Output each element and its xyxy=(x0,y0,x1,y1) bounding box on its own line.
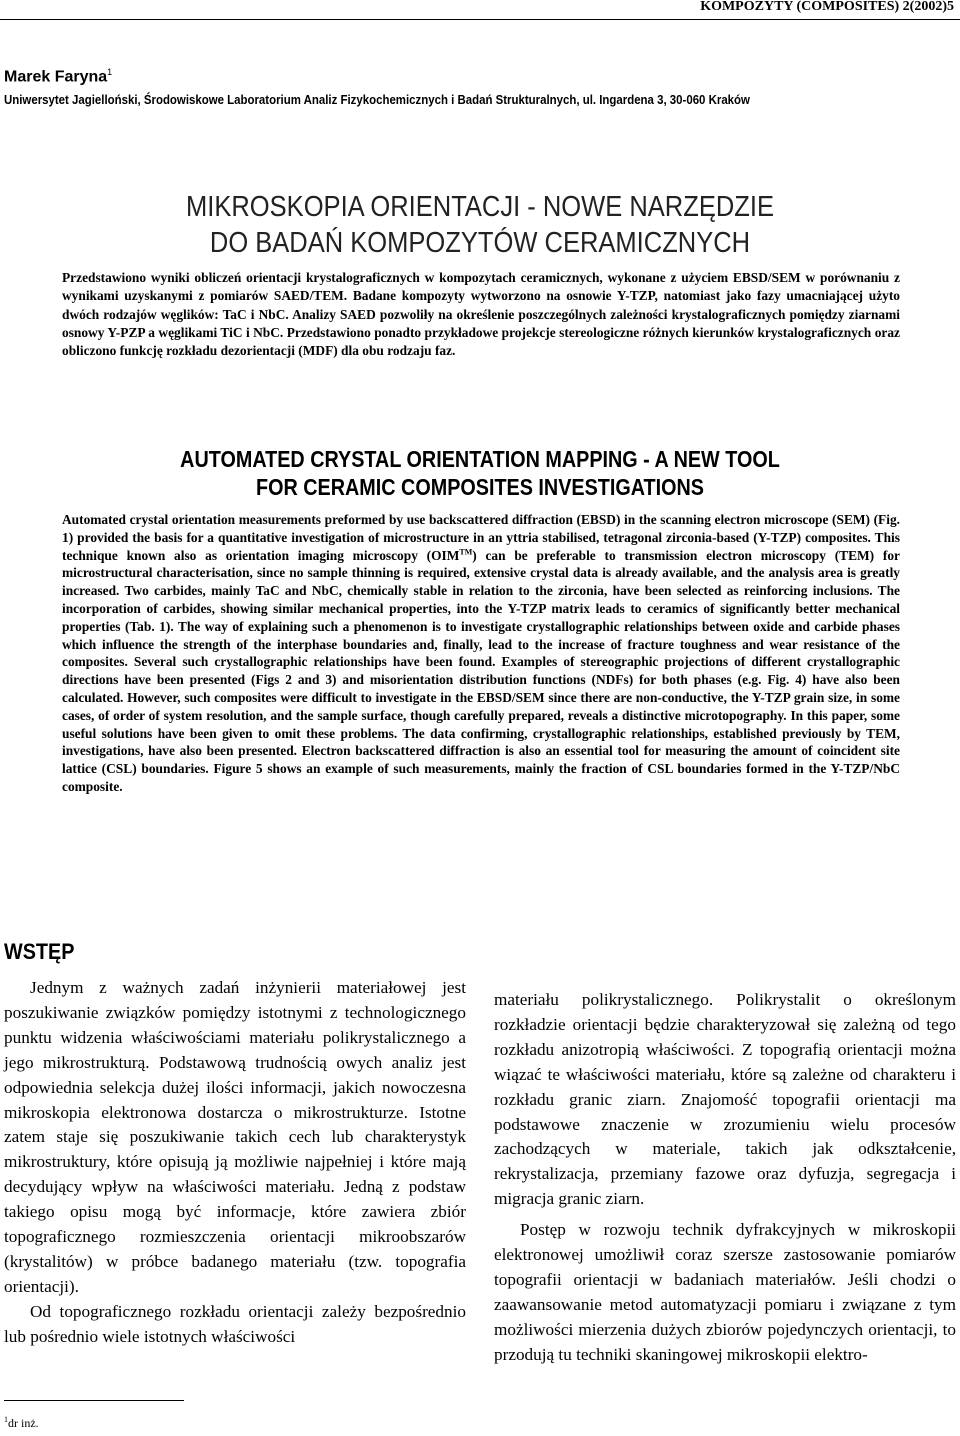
footnote xyxy=(4,1415,39,1431)
running-header: KOMPOZYTY (COMPOSITES) 2(2002)5 xyxy=(0,0,960,20)
footnote-text: dr inż. xyxy=(8,1416,39,1430)
trademark-superscript: TM xyxy=(459,547,473,557)
author-name xyxy=(4,67,112,86)
body-paragraph: Jednym z ważnych zadań inżynierii materiałowej jest poszukiwanie związków pomiędzy istotnymi z technologicznego punktu widzenia właściwościami materiału polikrystalicznego a jego mikrostrukturą. Podstawową trudnością owych analiz jest odpowiednia selekcja dużej ilości informacji, jakich nowoczesna mikroskopia elektronowa dostarcza o mikrostrukturze. Istotne zatem staje się poszukiwanie takich cech lub charakterystyk mikrostruktury, które opisują ją możliwie najpełniej i które mają decydujący wpływ na właściwości materiału. Jedną z podstaw takiego opisu mogą być informacje, które zawiera zbiór topograficznego rozmieszczenia orientacji mikroobszarów (krystalitów) w próbce badanego materiału (tzw. topografia orientacji). xyxy=(4,978,466,1296)
author-name-text: Marek Faryna xyxy=(4,68,108,86)
title-english-line-1: AUTOMATED CRYSTAL ORIENTATION MAPPING - A NEW TOOL xyxy=(180,446,780,472)
title-polish xyxy=(58,189,903,261)
body-paragraph: Od topograficznego rozkładu orientacji zależy bezpośrednio lub pośrednio wiele istotnych właściwości xyxy=(4,1301,466,1346)
title-english-line-2: FOR CERAMIC COMPOSITES INVESTIGATIONS xyxy=(255,474,705,500)
body-column-right xyxy=(494,988,956,1368)
body-paragraph: materiału polikrystalicznego. Polikrystalit o określonym rozkładzie orientacji będzie charakteryzował się zależną od tego rozkładu anizotropią właściwości. Z topografią orientacji można wiązać te właściwości materiału, które są zależne od charakteru i rozkładu granic ziarn. Znajomość topografii orientacji ma podstawowe znaczenie w zrozumieniu wielu procesów zachodzących w materiale, takich jak odkształcenie, rekrystalizacja, przemiany fazowe oraz dyfuzja, segregacja i migracja granic ziarn. xyxy=(494,990,956,1209)
title-polish-line-1: MIKROSKOPIA ORIENTACJI - NOWE NARZĘDZIE xyxy=(186,191,774,223)
section-heading: WSTĘP xyxy=(4,939,75,964)
author-affiliation: Uniwersytet Jagielloński, Środowiskowe Laboratorium Analiz Fizykochemicznych i Badań Strukturalnych, ul. Ingardena 3, 30-060 Kraków xyxy=(4,92,750,107)
abstract-english-part-2: ) can be preferable to transmission electron microscopy (TEM) for microstructural characterisation, since no sample thinning is required, extensive crystal data is already available, and the analysis area is greatly increased. Two carbides, mainly TaC and NbC, chemically stable in relation to the zirconia, have been selected as reinforcing inclusions. The incorporation of carbides, showing similar mechanical properties, into the Y-TZP matrix leads to ceramics of significantly better mechanical properties (Tab. 1). The way of explaining such a phenomenon is to investigate crystallographic relationships between oxide and carbide phases which influence the strength of the interphase boundaries and, finally, lead to the increase of fracture toughness and wear resistance of the composites. Several such crystallographic relationships have been found. Examples of stereographic projections of different crystallographic directions have been presented (Figs 2 and 3) and misorientation distribution functions (NDFs) for both phases (e.g. Fig. 4) have also been calculated. However, such composites were difficult to investigate in the EBSD/SEM since there are non-conductive, the Y-TZP grain size, in some cases, of order of system resolution, and the sample surface, though carefully prepared, reveals a distinctive microtopography. In this paper, some useful solutions have been given to omit these problems. The data confirming, crystallographic relationships, established previously by TEM, investigations, have also been presented. Electron backscattered diffraction is also an essential tool for measuring the amount of coincident site lattice (CSL) boundaries. Figure 5 shows an example of such measurements, mainly the fraction of CSL boundaries formed in the Y-TZP/NbC composite. xyxy=(62,547,900,794)
body-paragraph: Postęp w rozwoju technik dyfrakcyjnych w mikroskopii elektronowej umożliwił coraz szersze zastosowanie pomiarów topografii orientacji w badaniach materiałów. Jeśli chodzi o zaawansowanie metod automatyzacji pomiaru i związane z tym możliwości mierzenia dużych zbiorów pojedynczych orientacji, to przodują tu techniki skaningowej mikroskopii elektro- xyxy=(494,1220,956,1364)
abstract-english-part-1: Automated crystal orientation measurements preformed by use backscattered diffraction (EBSD) in the scanning electron microscope (SEM) (Fig. 1) provided the basis for a quantitative investigation of microstructure in an yttria stabilised, tetragonal zirconia-based (Y-TZP) composites. This technique known also as orientation imaging microscopy (OIM xyxy=(62,512,900,563)
author-footnote-mark: 1 xyxy=(107,67,113,77)
body-column-left xyxy=(4,976,466,1350)
title-polish-line-2: DO BADAŃ KOMPOZYTÓW CERAMICZNYCH xyxy=(209,227,751,259)
footnote-mark: 1 xyxy=(4,1415,8,1424)
title-english xyxy=(67,445,893,501)
abstract-polish: Przedstawiono wyniki obliczeń orientacji krystalograficznych w kompozytach ceramicznych, wykonane z użyciem EBSD/SEM w porównaniu z wynikami uzyskanymi z pomiarów SAED/TEM. Badane kompozyty wytworzono na osnowie Y-TZP, natomiast jako fazy umacniającej użyto dwóch rodzajów węglików: TaC i NbC. Analizy SAED pozwoliły na określenie poszczególnych zależności krystalograficznych pomiędzy ziarnami osnowy Y-PZP a węglikami TiC i NbC. Przedstawiono ponadto przykładowe projekcje stereologiczne różnych kierunków krystalograficznych oraz obliczono funkcję rozkładu dezorientacji (MDF) dla obu rodzaju faz. xyxy=(62,270,900,359)
abstract-english xyxy=(62,511,900,796)
footnote-divider xyxy=(4,1400,184,1401)
